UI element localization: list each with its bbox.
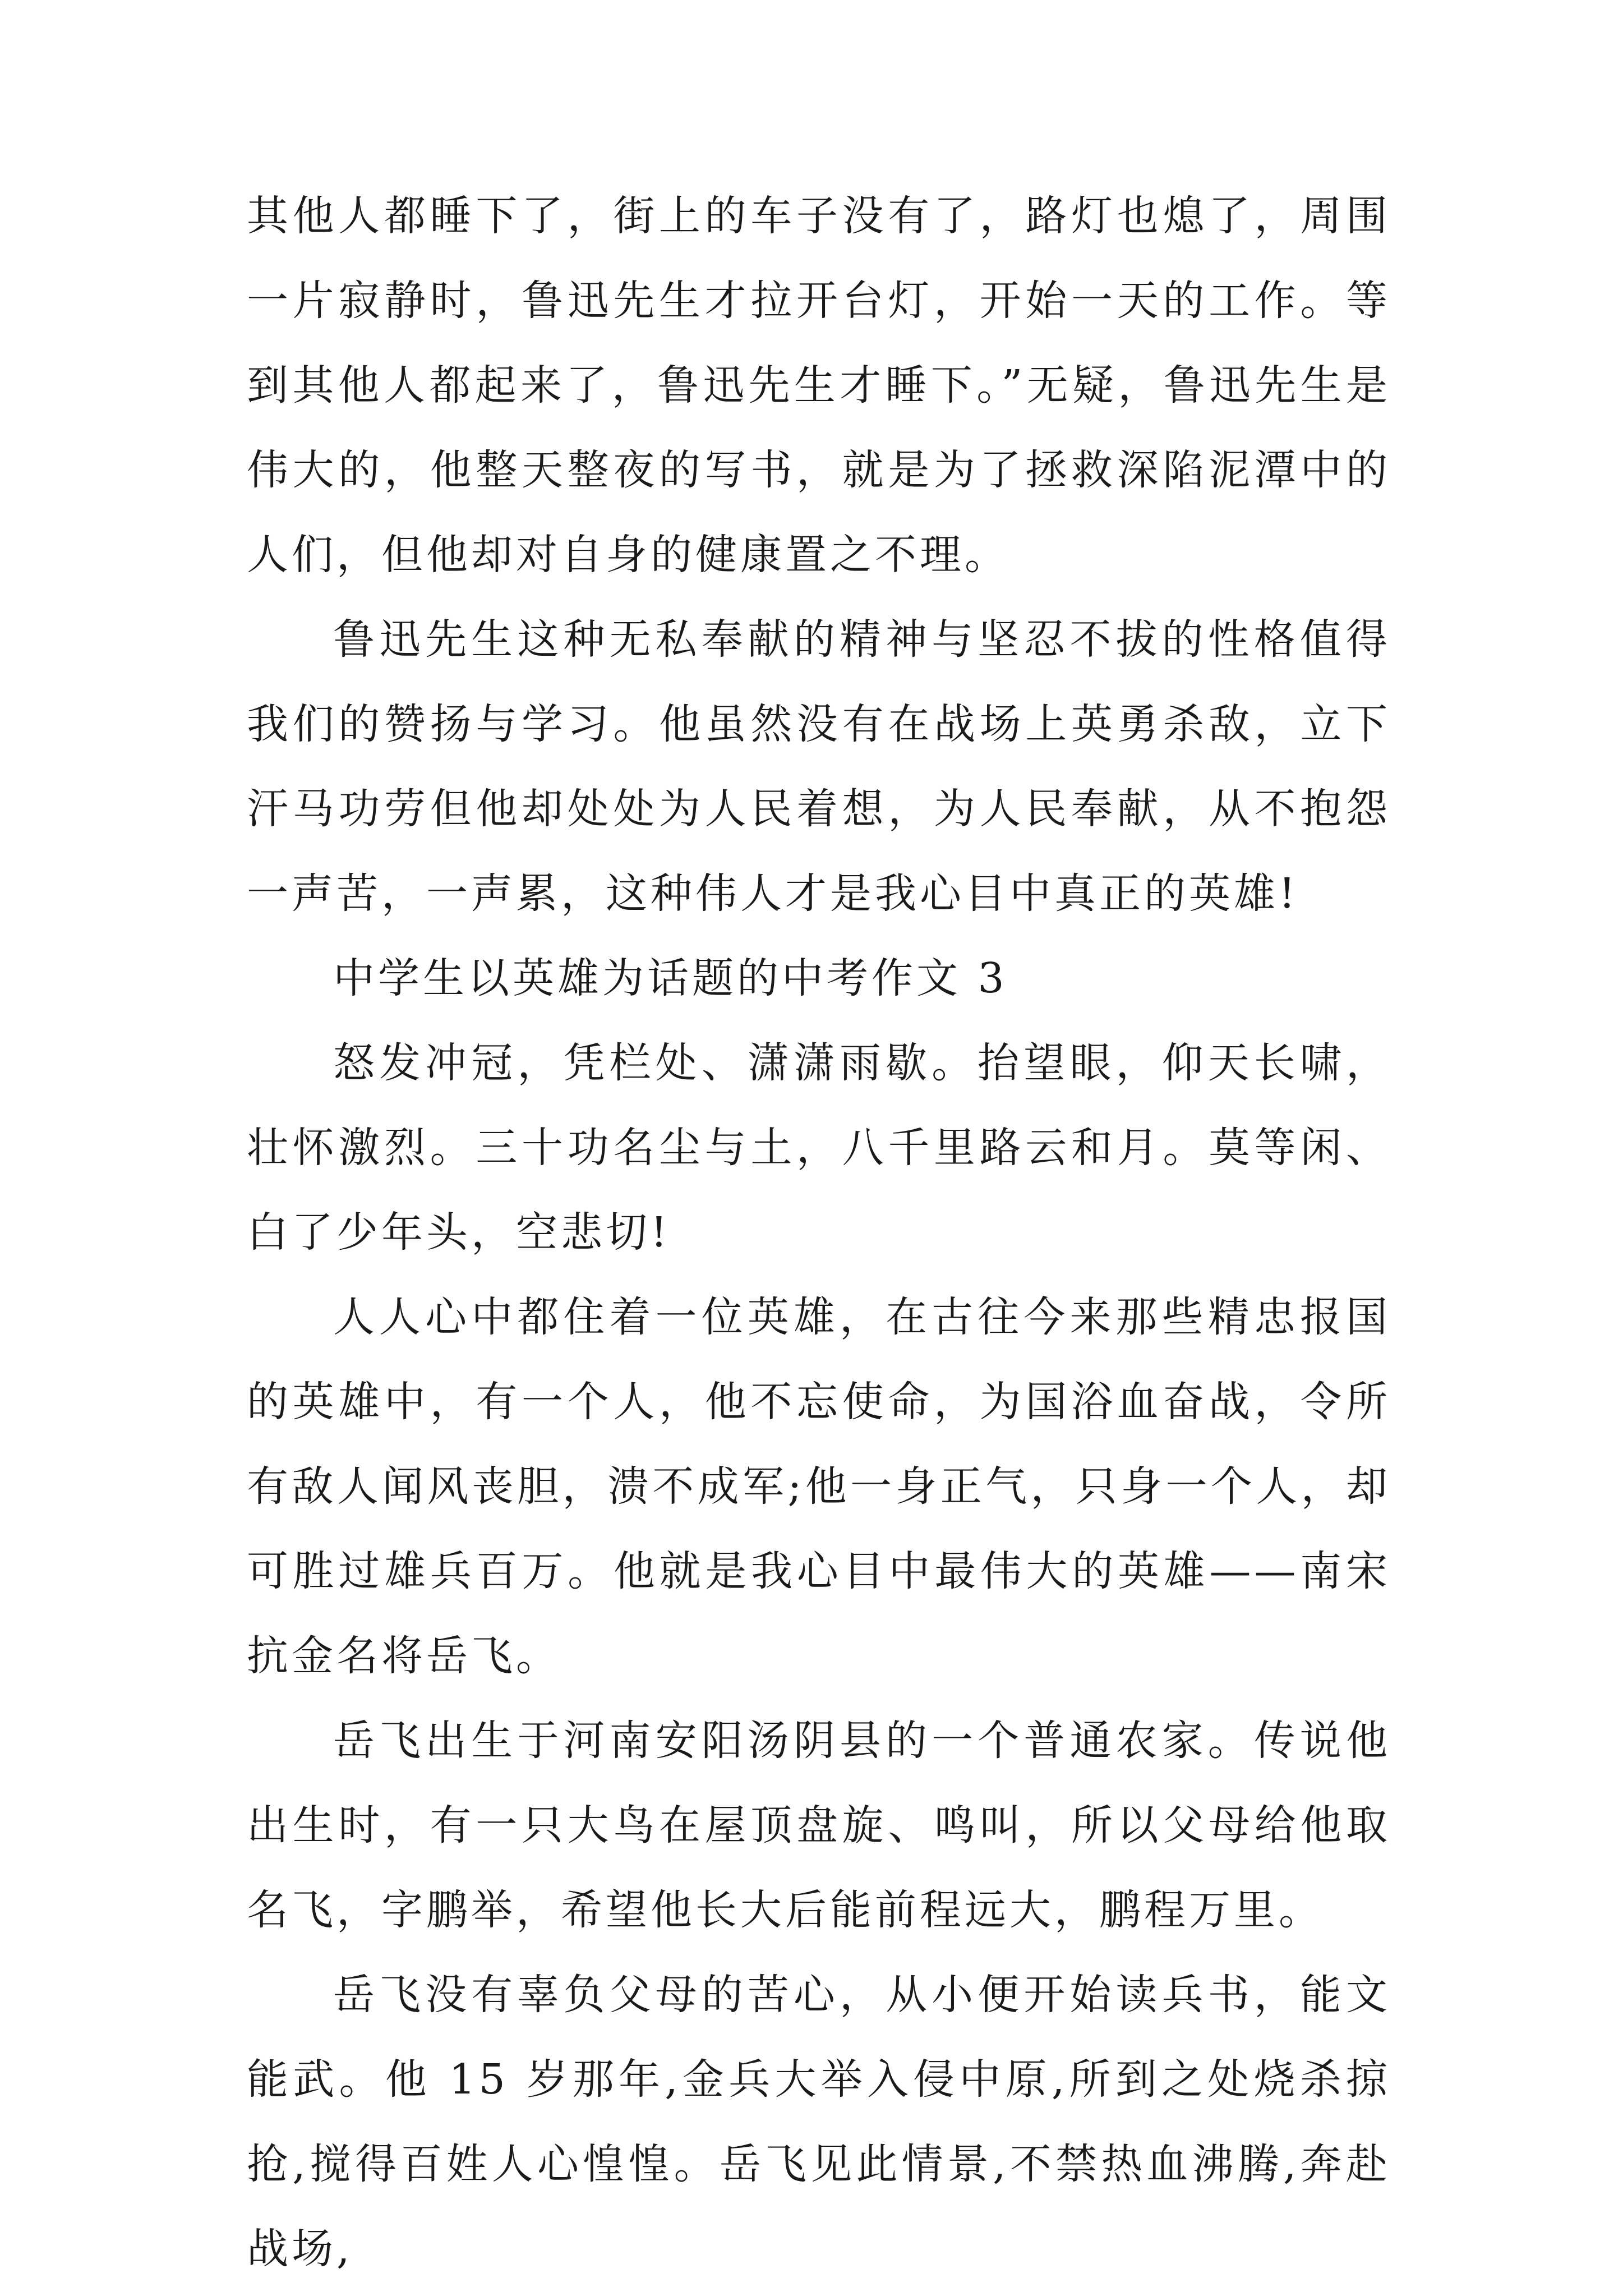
paragraph-1: 其他人都睡下了，街上的车子没有了，路灯也熄了，周围一片寂静时，鲁迅先生才拉开台灯，开始一天的工作。等到其他人都起来了，鲁迅先生才睡下。”无疑，鲁迅先生是伟大的，他整天整夜的写书，就是为了拯救深陷泥潭中的人们，但他却对自身的健康置之不理。 (247, 192, 1391, 579)
paragraph-6: 岳飞没有辜负父母的苦心，从小便开始读兵书，能文能武。他 15 岁那年,金兵大举入侵中原,所到之处烧杀掠抢,搅得百姓人心惶惶。岳飞见此情景,不禁热血沸腾,奔赴战场, (247, 1971, 1391, 2273)
section-heading: 中学生以英雄为话题的中考作文 3 (333, 954, 1008, 1002)
paragraph-2: 鲁迅先生这种无私奉献的精神与坚忍不拔的性格值得我们的赞扬与学习。他虽然没有在战场上英勇杀敌，立下汗马功劳但他却处处为人民着想，为人民奉献，从不抱怨一声苦，一声累，这种伟人才是我心目中真正的英雄! (247, 615, 1391, 918)
paragraph-5: 岳飞出生于河南安阳汤阴县的一个普通农家。传说他出生时，有一只大鸟在屋顶盘旋、鸣叫，所以父母给他取名飞，字鹏举，希望他长大后能前程远大，鹏程万里。 (247, 1717, 1391, 1934)
document-page (247, 174, 1391, 2292)
paragraph-poem: 怒发冲冠，凭栏处、潇潇雨歇。抬望眼，仰天长啸，壮怀激烈。三十功名尘与土，八千里路云和月。莫等闲、白了少年头，空悲切! (247, 1039, 1391, 1257)
paragraph-4: 人人心中都住着一位英雄，在古往今来那些精忠报国的英雄中，有一个人，他不忘使命，为国浴血奋战，令所有敌人闻风丧胆，溃不成军;他一身正气，只身一个人，却可胜过雄兵百万。他就是我心目中最伟大的英雄——南宋抗金名将岳飞。 (247, 1293, 1391, 1680)
